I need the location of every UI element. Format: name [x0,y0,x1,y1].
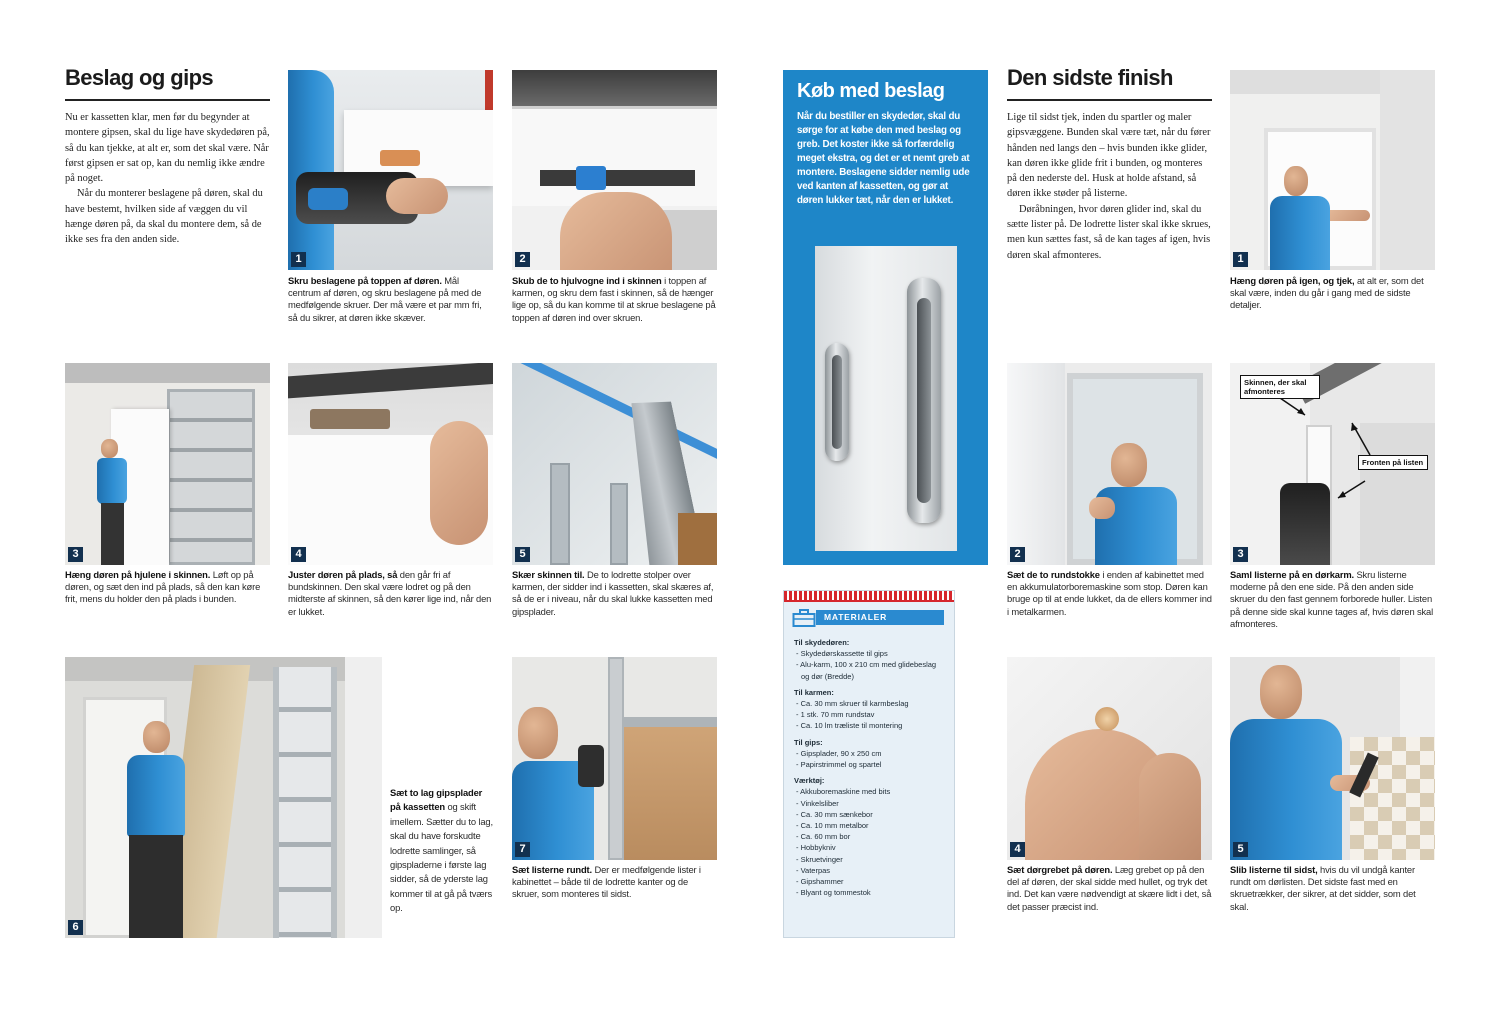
step-caption-7 [512,864,717,901]
metal-studs [273,667,337,938]
person-shirt [97,458,127,504]
person-shirt [127,755,185,837]
intro-paragraph: Nu er kassetten klar, men før du begynder at montere gipsen, skal du lige have skydedøren på, så du kan tjekke, at alt er, som det skal være. Når først gipsen er sat op, kan du nemlig ikke ændre på noget. [65,112,270,185]
step-number-badge: 7 [515,842,530,857]
intro-paragraph: Døråbningen, hvor døren glider ind, skal du sætte lister på. De lodrette lister skal ikke skrues, men kun sættes fast, så de kan tages af igen, hvis døren skal afmonteres. [1007,203,1211,261]
person-shirt [1270,196,1330,270]
wall [345,657,382,938]
wall [1380,70,1435,270]
materials-header: MATERIALER [816,610,944,625]
list-item: - Vaterpas [794,865,946,876]
step-caption-5 [512,569,717,618]
step-number-badge: 3 [1233,547,1248,562]
step-caption-1 [288,275,493,324]
caption-text: Løft op på døren, og sæt den ind på plads, så den kan køre frit, mens du holder den på plads i bunden. [65,569,261,605]
materials-group [794,637,946,682]
finish-caption-3 [1230,569,1435,630]
caption-lead: Skru beslagene på toppen af døren. [288,275,442,286]
step-caption-4 [288,569,493,618]
finish-photo-2 [1007,363,1212,565]
step-photo-3 [65,363,270,565]
materials-list [794,637,946,903]
box-text: Når du bestiller en skydedør, skal du sørge for at købe den med beslag og greb. Det koster ikke så forfærdelig meget ekstra, og det er et nemt greb at montere. Beslagene sidder nemlig ude ved kanten af kassetten, og gør at døren lukker tæt, når den er lukket. [797,111,970,206]
materials-group [794,737,946,771]
caption-text: hvis du vil undgå kanter rundt om dørlisten. Det sidste fast med en skruetrækker, der sikrer, at det sidder, som det skal. [1230,864,1416,912]
handle-recess [917,298,931,503]
person-legs [101,503,124,565]
step-caption-3 [65,569,270,606]
step-number-badge: 5 [515,547,530,562]
list-item: - Papirstrimmel og spartel [794,759,946,770]
materials-group [794,775,946,898]
handle-recess [832,355,842,449]
caption-text: og skift imellem. Sætter du to lag, skal du have forskudte lodrette samlinger, så gipspladerne i første lag sidder, så de yderste lag kommer til at gå på tværs op. [390,801,493,914]
finish-photo-4 [1007,657,1212,860]
step-photo-2 [512,70,717,270]
finish-photo-3 [1230,363,1435,565]
drill-grip [308,188,348,210]
caption-text: Skru listerne moderne på den ene side. På den anden side skruer du den fast gennem forborede huller. Listen på denne side skal kunne tages af, hvis døren skal afmonteres. [1230,569,1434,629]
caption-lead: Sæt listerne rundt. [512,864,592,875]
drill [578,745,604,787]
step-photo-4 [288,363,493,565]
list-item: - Ca. 10 lm træliste til montering [794,720,946,731]
caption-text: den går fri af bundskinnen. Den skal være lodret og på den midterste af skinnen, så den kører lige ind, når den er lukket. [288,569,492,617]
large-handle [907,278,941,523]
materials-box [783,590,955,938]
step-number-badge: 3 [68,547,83,562]
door-frame [512,106,717,206]
person-head [143,721,170,753]
finish-photo-5 [1230,657,1435,860]
person-head [1260,665,1302,719]
materials-group [794,687,946,732]
wheel-carriage [576,166,606,190]
person-legs [129,835,183,938]
list-item: - Skruetvinger [794,854,946,865]
finish-photo-1 [1230,70,1435,270]
callout-front: Fronten på listen [1358,455,1428,470]
tiled-floor [1350,737,1435,860]
list-item: - Ca. 10 mm metalbor [794,820,946,831]
plastic-sheet [1007,363,1065,565]
hand [430,421,488,545]
caption-text: Der er medfølgende lister i kabinettet – både til de lodrette kanter og de skruer, som monteres til sidst. [512,864,701,900]
callout-rail: Skinnen, der skal afmonteres [1240,375,1320,399]
intro-paragraph: Lige til sidst tjek, inden du spartler og maler gipsvæggene. Bunden skal være tæt, når du fører hånden ned langs den – hvis bunden ikke glider, kan døren ikke glide frit i bunden, og monteres på den nederste del. Husk at holde afstand, så døren ikke støder på listerne. [1007,112,1211,200]
step-caption-2 [512,275,717,324]
red-zigzag-border [784,591,954,600]
small-handle [825,343,849,461]
caption-lead: Juster døren på plads, så [288,569,398,580]
finish-caption-2 [1007,569,1212,618]
step-number-badge: 6 [68,920,83,935]
person-shirt [288,70,334,270]
finish-caption-4 [1007,864,1212,913]
list-item: - Ca. 60 mm bor [794,831,946,842]
step-photo-6 [65,657,382,938]
caption-text: at alt er, som det skal være, inden du går i gang med de sidste detaljer. [1230,275,1424,311]
step-photo-1 [288,70,493,270]
person-head [518,707,558,759]
caption-lead: Sæt dørgrebet på døren. [1007,864,1113,875]
step-number-badge: 4 [291,547,306,562]
group-title: Til gips: [794,737,823,747]
list-item: - Alu-karm, 100 x 210 cm med glidebeslag og dør (Bredde) [794,659,946,681]
bottom-bracket [310,409,390,429]
step-number-badge: 1 [1233,252,1248,267]
metal-stud [550,463,570,565]
intro-text-left [65,110,270,248]
metal-rail [624,717,717,727]
caption-lead: Sæt de to rundstokke [1007,569,1100,580]
caption-text: De to lodrette stolper over karmen, der sidder ind i kassetten, skal skæres af, så de er i niveau, når du skal lukke kassetten med gipsplader. [512,569,714,617]
list-item: - Skydedørskassette til gips [794,648,946,659]
intro-text-right [1007,110,1212,263]
step-number-badge: 2 [515,252,530,267]
rail-slot [540,170,695,186]
caption-lead: Hæng døren på hjulene i skinnen. [65,569,211,580]
person-head [101,439,118,458]
list-item: - Hobbykniv [794,842,946,853]
caption-lead: Hæng døren på igen, og tjek, [1230,275,1355,286]
hinge-bracket [380,150,420,166]
intro-paragraph: Når du monterer beslagene på døren, skal du have bestemt, hvilken side af væggen du vil hænge døren på, da skal du montere dem, så de ikke ses fra den anden side. [65,188,263,246]
caption-text: i toppen af karmen, og skru dem fast i skinnen, så de hænger lige op, så du kan komme til at skrue beslagene på toppen af døren ind over skruen. [512,275,716,323]
step-number-badge: 4 [1010,842,1025,857]
box-title: Køb med beslag [797,80,945,102]
list-item: - 1 stk. 70 mm rundstav [794,709,946,720]
ceiling-rail [512,70,717,106]
ceiling-rail [288,363,493,399]
person-arm [1324,210,1370,221]
list-item: - Gipshammer [794,876,946,887]
step-number-badge: 2 [1010,547,1025,562]
person-head [1284,166,1308,196]
saw-handle [678,513,717,565]
hand [560,192,672,270]
handle-insert [1095,707,1119,731]
finish-caption-1 [1230,275,1435,312]
caption-lead: Skær skinnen til. [512,569,585,580]
step-photo-7 [512,657,717,860]
step-caption-6 [390,786,493,916]
blue-tape [512,363,717,469]
group-title: Til karmen: [794,687,834,697]
list-item: - Ca. 30 mm skruer til karmbeslag [794,698,946,709]
list-item: - Gipsplader, 90 x 250 cm [794,748,946,759]
ceiling [65,363,270,383]
group-title: Værktøj: [794,776,825,786]
group-title: Til skydedøren: [794,638,850,647]
title-rule [1007,99,1212,101]
hand [386,178,448,214]
red-border-line [784,600,954,602]
buy-with-fittings-box [783,70,988,565]
caption-lead: Skub de to hjulvogne ind i skinnen [512,275,662,286]
step-number-badge: 1 [291,252,306,267]
caption-text: i enden af kabinettet med en akkumulatorboremaskine som stop. Døren kan bruge op til at ende lukket, da de ellers kommer ind i metalkarmen. [1007,569,1212,617]
title-rule [65,99,270,101]
step-number-badge: 5 [1233,842,1248,857]
metal-frame [167,389,255,565]
list-item: - Ca. 30 mm sænkebor [794,809,946,820]
list-item: - Akkuboremaskine med bits [794,786,946,797]
metal-stud [608,657,624,860]
caption-lead: Saml listerne på en dørkarm. [1230,569,1354,580]
step-photo-5 [512,363,717,565]
finish-caption-5 [1230,864,1435,913]
list-item: - Vinkelsliber [794,798,946,809]
wood-panel [624,727,717,860]
caption-text: Mål centrum af døren, og skru beslagene på med de medfølgende skruer. Der må være et par mm fri, så du sikrer, at døren ikke skæver. [288,275,482,323]
hand [1089,497,1115,519]
person-head [1111,443,1147,487]
metal-stud [610,483,628,565]
page-title-left: Beslag og gips [65,65,214,90]
list-item: - Blyant og tommestok [794,887,946,898]
page-title-right: Den sidste finish [1007,65,1173,90]
caption-lead: Slib listerne til sidst, [1230,864,1318,875]
caption-text: Læg grebet op på den del af døren, der skal sidde med hullet, og tryk det ind. Det kan være nødvendigt at skære lidt i det, så det passer præcist ind. [1007,864,1212,912]
toolbox-icon [792,608,816,628]
thumb [1139,753,1201,860]
caption-lead: Sæt to lag gipsplader på kassetten [390,787,483,813]
door-handles-photo [815,246,957,551]
person-shirt [1230,719,1342,860]
